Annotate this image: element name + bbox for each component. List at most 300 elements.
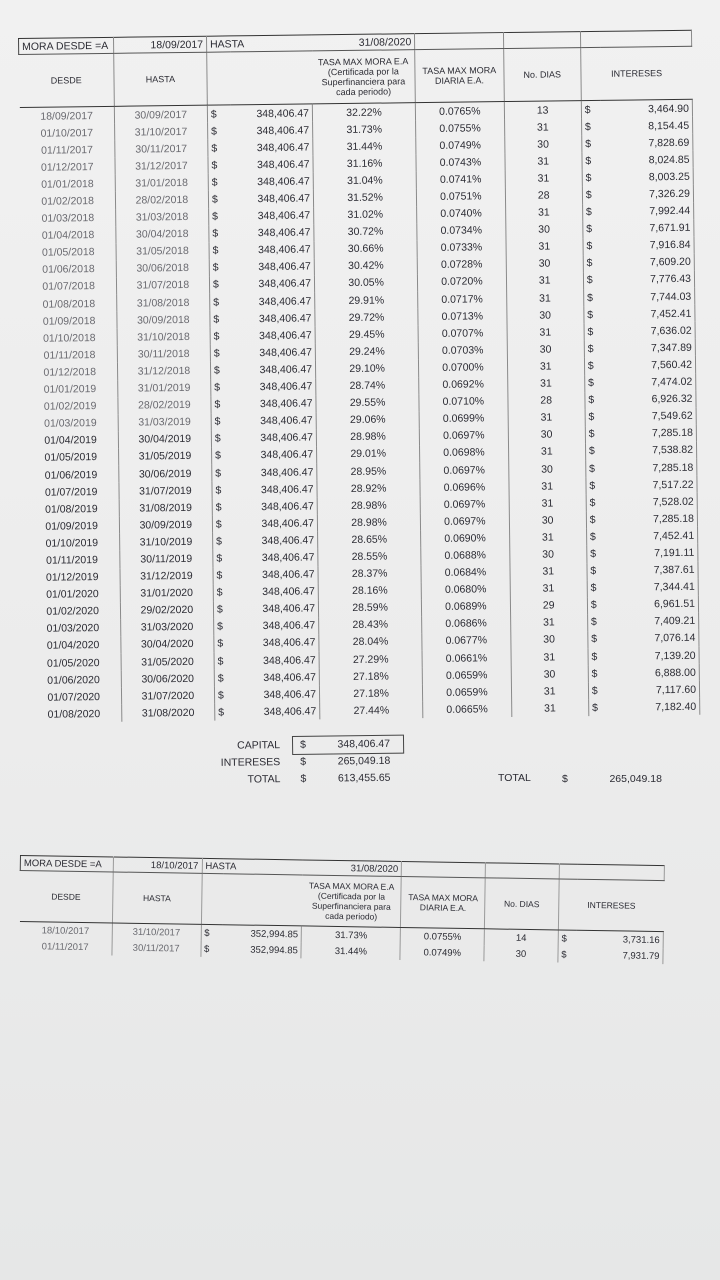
row-dias: 30	[508, 426, 585, 444]
row-capital-currency: $	[203, 943, 210, 955]
row-tasa-diaria: 0.0707%	[418, 324, 507, 342]
row-interes-currency: $	[591, 650, 598, 663]
row-intereses: 7,560.42	[604, 356, 696, 374]
row-desde: 01/01/2019	[23, 380, 118, 398]
row-capital: 348,406.47	[236, 566, 318, 584]
row-interes-currency: $	[587, 359, 594, 373]
capital-value: 348,406.47	[337, 737, 391, 751]
row-desde: 01/01/2020	[25, 585, 120, 603]
row-capital: 348,406.47	[233, 275, 315, 293]
row-desde: 01/02/2018	[20, 192, 115, 210]
row-tasa-diaria: 0.0733%	[417, 239, 506, 257]
row-dias: 31	[511, 648, 588, 666]
row-interes-currency: $	[585, 171, 592, 184]
row-tasa-diaria: 0.0659%	[422, 666, 511, 684]
col-intereses-2: INTERESES	[558, 879, 664, 932]
capital-label: CAPITAL	[237, 739, 281, 752]
row-hasta: 31/03/2019	[118, 413, 211, 431]
row-capital: 348,406.47	[231, 139, 313, 157]
row-tasa-max: 32.22%	[312, 103, 415, 122]
row-capital-currency: $	[213, 296, 220, 309]
row-capital-currency: $	[214, 415, 221, 428]
row-dias: 31	[506, 289, 583, 307]
row-tasa-max: 29.45%	[315, 325, 418, 343]
row-capital-currency: $	[217, 655, 224, 668]
row-capital: 348,406.47	[233, 310, 315, 328]
row-dias: 31	[509, 477, 586, 495]
row-hasta: 31/05/2019	[118, 448, 211, 466]
row-dias: 30	[506, 306, 583, 324]
row-capital: 348,406.47	[236, 515, 318, 533]
row-capital-currency: $	[218, 706, 225, 719]
row-hasta: 30/06/2018	[116, 260, 209, 278]
table1-total-currency: $	[562, 773, 568, 785]
row-capital-currency: $	[213, 330, 220, 343]
row-interes-currency: $	[586, 257, 593, 270]
row-capital: 348,406.47	[237, 668, 319, 686]
row-tasa-diaria: 0.0749%	[416, 136, 505, 154]
row-dias: 30	[508, 460, 585, 478]
row-tasa-diaria: 0.0686%	[422, 615, 511, 633]
row-intereses: 7,609.20	[603, 254, 695, 272]
row-tasa-max: 28.65%	[318, 530, 421, 548]
row-hasta: 31/08/2020	[121, 704, 214, 722]
row-desde: 01/06/2018	[21, 261, 116, 279]
row-capital-currency: $	[212, 244, 219, 257]
row-interes-currency: $	[588, 428, 595, 441]
row-capital: 348,406.47	[238, 686, 320, 704]
col-desde-2: DESDE	[19, 871, 112, 923]
row-desde: 01/10/2019	[25, 534, 120, 552]
row-desde: 01/03/2020	[26, 620, 121, 638]
row-tasa-max: 29.55%	[316, 394, 419, 412]
row-tasa-diaria: 0.0710%	[419, 393, 508, 411]
row-dias: 31	[510, 563, 587, 581]
row-dias: 31	[511, 682, 588, 700]
row-tasa-diaria: 0.0659%	[423, 683, 512, 701]
intereses-value: 265,049.18	[337, 754, 391, 768]
row-capital: 348,406.47	[236, 549, 318, 567]
row-interes-currency: $	[584, 103, 591, 116]
row-desde: 01/12/2019	[25, 568, 120, 586]
row-intereses: 7,744.03	[603, 288, 695, 306]
row-capital-currency: $	[211, 125, 218, 138]
row-tasa-max: 28.55%	[318, 548, 421, 566]
row-tasa-diaria: 0.0697%	[419, 427, 508, 445]
row-intereses: 7,528.02	[606, 493, 698, 511]
row-capital: 348,406.47	[234, 429, 316, 447]
summary-block	[210, 735, 631, 791]
row-interes-currency: $	[588, 377, 595, 390]
row-dias: 30	[511, 665, 588, 683]
row-dias: 30	[504, 135, 581, 153]
row-hasta: 31/12/2018	[117, 362, 210, 380]
row-intereses: 6,926.32	[604, 390, 696, 408]
row-dias: 31	[507, 323, 584, 341]
row-dias: 31	[510, 580, 587, 598]
row-tasa-max: 30.42%	[314, 257, 417, 275]
row-dias: 31	[507, 375, 584, 393]
col-intereses: INTERESES	[580, 46, 692, 100]
row-tasa-max: 31.04%	[313, 172, 416, 190]
row-tasa-max: 28.98%	[316, 428, 419, 446]
total-currency: $	[300, 772, 307, 785]
row-hasta: 30/04/2018	[116, 225, 209, 243]
capital-box	[292, 735, 404, 755]
row-intereses: 7,409.21	[607, 613, 699, 631]
row-desde: 01/08/2018	[22, 295, 117, 313]
row-intereses: 7,931.79	[576, 947, 663, 964]
mora-start-date-2: 18/10/2017	[113, 857, 202, 873]
row-intereses: 6,888.00	[608, 664, 700, 682]
row-interes-currency: $	[586, 291, 593, 304]
row-interes-currency: $	[586, 274, 593, 287]
row-desde: 01/12/2017	[20, 158, 115, 176]
row-intereses: 7,916.84	[602, 237, 694, 255]
row-capital-currency: $	[212, 210, 219, 223]
row-dias: 31	[509, 494, 586, 512]
row-capital-currency: $	[214, 432, 221, 445]
row-dias: 31	[505, 169, 582, 187]
table1-total-value: 265,049.18	[609, 773, 662, 785]
row-capital-currency: $	[214, 381, 221, 394]
row-hasta: 31/12/2019	[120, 567, 213, 585]
row-desde: 01/04/2018	[21, 226, 116, 244]
mora-desde-label: MORA DESDE =A	[19, 37, 114, 54]
row-hasta: 30/11/2017	[112, 939, 201, 956]
row-capital: 348,406.47	[233, 344, 315, 362]
row-dias: 31	[509, 528, 586, 546]
row-intereses: 7,347.89	[604, 339, 696, 357]
row-tasa-max: 27.18%	[319, 684, 422, 702]
row-tasa-diaria: 0.0697%	[421, 512, 510, 530]
mora-desde-label-2: MORA DESDE =A	[20, 856, 113, 872]
row-capital: 348,406.47	[233, 327, 315, 345]
row-intereses: 7,139.20	[607, 647, 699, 665]
interest-sheet-2	[18, 855, 669, 964]
row-desde: 01/02/2020	[25, 603, 120, 621]
row-capital: 348,406.47	[235, 480, 317, 498]
row-tasa-diaria: 0.0688%	[421, 546, 510, 564]
row-hasta: 31/08/2018	[116, 294, 209, 312]
row-capital: 348,406.47	[231, 156, 313, 174]
row-dias: 31	[505, 204, 582, 222]
row-tasa-diaria: 0.0677%	[422, 632, 511, 650]
row-capital: 348,406.47	[237, 651, 319, 669]
row-capital-currency: $	[210, 108, 217, 121]
row-capital: 348,406.47	[232, 241, 314, 259]
row-hasta: 30/11/2018	[117, 345, 210, 363]
row-dias: 30	[509, 546, 586, 564]
row-capital-currency: $	[213, 364, 220, 377]
row-intereses: 7,452.41	[603, 305, 695, 323]
row-capital: 348,406.47	[232, 190, 314, 208]
row-dias: 30	[506, 255, 583, 273]
row-capital-currency: $	[216, 552, 223, 565]
row-tasa-max: 28.16%	[318, 582, 421, 600]
row-interes-currency: $	[590, 547, 597, 561]
row-intereses: 7,992.44	[602, 202, 694, 220]
row-hasta: 31/01/2019	[117, 379, 210, 397]
row-tasa-diaria: 0.0765%	[416, 102, 505, 121]
table1-total-label: TOTAL	[498, 772, 531, 784]
row-hasta: 30/06/2019	[119, 465, 212, 483]
row-hasta: 31/01/2020	[120, 584, 213, 602]
row-capital: 348,406.47	[234, 412, 316, 430]
row-intereses: 7,538.82	[605, 442, 697, 460]
row-dias: 14	[484, 929, 558, 947]
row-interes-currency: $	[561, 949, 567, 961]
row-tasa-max: 27.18%	[319, 667, 422, 685]
row-tasa-diaria: 0.0740%	[417, 205, 506, 223]
row-hasta: 30/04/2020	[121, 636, 214, 654]
row-tasa-diaria: 0.0755%	[401, 927, 485, 945]
row-dias: 30	[505, 221, 582, 239]
row-tasa-diaria: 0.0720%	[418, 273, 507, 291]
row-capital-currency: $	[217, 672, 224, 685]
row-tasa-max: 28.43%	[319, 616, 422, 634]
row-dias: 31	[507, 358, 584, 376]
row-intereses: 7,285.18	[605, 459, 697, 477]
row-tasa-diaria: 0.0717%	[418, 290, 507, 308]
row-hasta: 31/05/2018	[116, 242, 209, 260]
row-hasta: 28/02/2018	[115, 191, 208, 209]
row-dias: 13	[504, 101, 581, 120]
row-interes-currency: $	[589, 530, 596, 543]
row-tasa-max: 31.16%	[313, 154, 416, 172]
row-dias: 31	[506, 238, 583, 256]
mora-end-date-2: 31/08/2020	[302, 860, 401, 877]
row-hasta: 31/07/2020	[121, 687, 214, 705]
row-tasa-max: 29.72%	[315, 308, 418, 326]
row-intereses: 8,003.25	[602, 168, 694, 186]
row-hasta: 31/10/2017	[114, 123, 207, 141]
row-tasa-max: 29.91%	[315, 291, 418, 309]
row-tasa-max: 30.72%	[314, 223, 417, 241]
col-dias-2: No. DIAS	[485, 878, 559, 930]
row-capital: 348,406.47	[237, 634, 319, 652]
row-interes-currency: $	[591, 667, 598, 680]
row-capital-currency: $	[217, 689, 224, 702]
row-capital: 348,406.47	[232, 258, 314, 276]
row-tasa-max: 31.44%	[301, 942, 400, 960]
col-hasta-2: HASTA	[112, 872, 202, 924]
row-tasa-diaria: 0.0700%	[419, 358, 508, 376]
row-desde: 01/10/2017	[20, 124, 115, 142]
row-tasa-diaria: 0.0734%	[417, 222, 506, 240]
row-capital: 348,406.47	[234, 361, 316, 379]
row-tasa-diaria: 0.0692%	[419, 376, 508, 394]
row-capital-currency: $	[216, 569, 223, 582]
row-capital-currency: $	[215, 467, 222, 480]
row-interes-currency: $	[588, 445, 595, 458]
row-capital: 348,406.47	[231, 104, 313, 123]
row-tasa-max: 28.04%	[319, 633, 422, 651]
row-hasta: 30/06/2020	[121, 670, 214, 688]
row-interes-currency: $	[590, 582, 597, 595]
row-capital-currency: $	[211, 142, 218, 155]
row-tasa-max: 31.73%	[313, 120, 416, 138]
row-hasta: 30/09/2017	[114, 105, 207, 124]
row-capital-currency: $	[211, 176, 218, 189]
row-hasta: 30/09/2018	[117, 311, 210, 329]
row-interes-currency: $	[591, 701, 598, 714]
row-tasa-max: 27.44%	[320, 701, 423, 719]
row-desde: 18/10/2017	[19, 921, 112, 939]
table1-body	[19, 99, 699, 723]
row-hasta: 31/08/2019	[119, 499, 212, 517]
row-tasa-max: 28.59%	[318, 599, 421, 617]
row-desde: 01/11/2017	[20, 141, 115, 159]
row-intereses: 7,636.02	[604, 322, 696, 340]
row-interes-currency: $	[585, 189, 592, 202]
row-capital-currency: $	[215, 501, 222, 514]
row-interes-currency: $	[585, 154, 592, 167]
row-tasa-diaria: 0.0755%	[416, 119, 505, 137]
row-dias: 31	[510, 614, 587, 632]
row-desde: 01/05/2020	[26, 654, 121, 672]
row-intereses: 7,549.62	[605, 407, 697, 425]
row-intereses: 7,191.11	[606, 544, 698, 562]
row-interes-currency: $	[585, 206, 592, 219]
row-tasa-diaria: 0.0728%	[417, 256, 506, 274]
row-capital: 348,406.47	[232, 207, 314, 225]
row-hasta: 30/04/2019	[118, 430, 211, 448]
row-tasa-max: 31.44%	[313, 137, 416, 155]
row-tasa-diaria: 0.0703%	[418, 341, 507, 359]
row-desde: 01/09/2019	[24, 517, 119, 535]
row-interes-currency: $	[587, 308, 594, 321]
row-intereses: 8,154.45	[601, 117, 693, 135]
row-desde: 01/07/2020	[26, 688, 121, 706]
row-capital-currency: $	[212, 279, 219, 292]
row-interes-currency: $	[590, 565, 597, 578]
row-hasta: 31/07/2019	[119, 482, 212, 500]
row-hasta: 30/09/2019	[119, 516, 212, 534]
row-capital-currency: $	[215, 484, 222, 497]
row-tasa-max: 30.05%	[314, 274, 417, 292]
interest-table-1	[18, 30, 700, 724]
row-intereses: 7,285.18	[606, 510, 698, 528]
row-desde: 01/05/2018	[21, 244, 116, 262]
row-dias: 30	[509, 511, 586, 529]
row-tasa-max: 29.24%	[315, 342, 418, 360]
col-hasta: HASTA	[113, 52, 207, 106]
row-tasa-max: 27.29%	[319, 650, 422, 668]
table1-column-headers	[19, 46, 693, 107]
row-tasa-diaria: 0.0749%	[400, 944, 484, 961]
row-capital-currency: $	[216, 603, 223, 616]
interest-sheet	[18, 35, 698, 723]
row-interes-currency: $	[561, 933, 567, 945]
row-capital: 348,406.47	[235, 446, 317, 464]
row-tasa-diaria: 0.0713%	[418, 307, 507, 325]
row-capital-currency: $	[212, 261, 219, 275]
row-intereses: 7,344.41	[607, 578, 699, 596]
row-tasa-max: 31.52%	[313, 189, 416, 207]
row-desde: 01/11/2019	[25, 551, 120, 569]
row-tasa-diaria: 0.0665%	[423, 700, 512, 718]
row-hasta: 31/05/2020	[121, 653, 214, 671]
row-desde: 01/11/2017	[19, 938, 112, 955]
row-desde: 01/04/2020	[26, 637, 121, 655]
row-tasa-diaria: 0.0741%	[416, 170, 505, 188]
row-dias: 29	[510, 597, 587, 615]
row-tasa-max: 30.66%	[314, 240, 417, 258]
row-hasta: 31/07/2018	[116, 277, 209, 295]
row-hasta: 30/11/2017	[115, 140, 208, 158]
row-tasa-diaria: 0.0680%	[421, 581, 510, 599]
row-tasa-max: 28.98%	[317, 496, 420, 514]
row-dias: 30	[484, 945, 558, 962]
mora-start-date: 18/09/2017	[113, 36, 206, 53]
row-desde: 01/10/2018	[22, 329, 117, 347]
row-capital-currency: $	[216, 535, 223, 548]
mora-end-date: 31/08/2020	[312, 34, 415, 51]
row-intereses: 8,024.85	[601, 151, 693, 169]
row-capital: 348,406.47	[231, 122, 313, 140]
row-intereses: 7,452.41	[606, 527, 698, 545]
row-tasa-max: 28.37%	[318, 565, 421, 583]
row-intereses: 7,517.22	[605, 476, 697, 494]
row-tasa-max: 28.92%	[317, 479, 420, 497]
row-interes-currency: $	[589, 513, 596, 526]
row-tasa-max: 28.98%	[317, 513, 420, 531]
row-capital: 348,406.47	[237, 617, 319, 635]
row-desde: 01/07/2018	[21, 278, 116, 296]
row-capital: 348,406.47	[236, 583, 318, 601]
row-desde: 01/07/2019	[24, 483, 119, 501]
row-capital-currency: $	[216, 586, 223, 599]
row-interes-currency: $	[591, 684, 598, 697]
row-dias: 30	[507, 340, 584, 358]
row-tasa-diaria: 0.0751%	[417, 188, 506, 206]
row-capital: 352,994.85	[223, 925, 302, 943]
row-desde: 01/02/2019	[23, 397, 118, 415]
row-intereses: 6,961.51	[607, 595, 699, 613]
row-intereses: 7,671.91	[602, 219, 694, 237]
row-hasta: 29/02/2020	[120, 601, 213, 619]
row-capital: 348,406.47	[233, 292, 315, 310]
row-interes-currency: $	[589, 496, 596, 509]
col-dias: No. DIAS	[503, 48, 581, 102]
row-capital-currency: $	[217, 620, 224, 633]
row-interes-currency: $	[589, 462, 596, 475]
hasta-label-2: HASTA	[202, 858, 303, 875]
row-hasta: 30/11/2019	[120, 550, 213, 568]
row-intereses: 7,076.14	[607, 630, 699, 648]
row-tasa-diaria: 0.0690%	[421, 529, 510, 547]
row-capital: 348,406.47	[237, 600, 319, 618]
row-capital-currency: $	[214, 449, 221, 463]
row-dias: 31	[511, 699, 588, 717]
row-capital-currency: $	[211, 159, 218, 172]
row-tasa-diaria: 0.0698%	[420, 444, 509, 462]
row-desde: 01/11/2018	[22, 346, 117, 364]
row-interes-currency: $	[590, 616, 597, 629]
row-capital-currency: $	[217, 637, 224, 651]
row-dias: 31	[505, 152, 582, 170]
row-intereses: 3,464.90	[601, 99, 693, 118]
col-desde: DESDE	[19, 53, 114, 107]
row-desde: 01/01/2018	[20, 175, 115, 193]
row-intereses: 7,828.69	[601, 134, 693, 152]
row-interes-currency: $	[586, 223, 593, 236]
row-interes-currency: $	[591, 633, 598, 646]
row-interes-currency: $	[590, 599, 597, 612]
row-dias: 30	[510, 631, 587, 649]
row-desde: 01/06/2019	[24, 466, 119, 484]
